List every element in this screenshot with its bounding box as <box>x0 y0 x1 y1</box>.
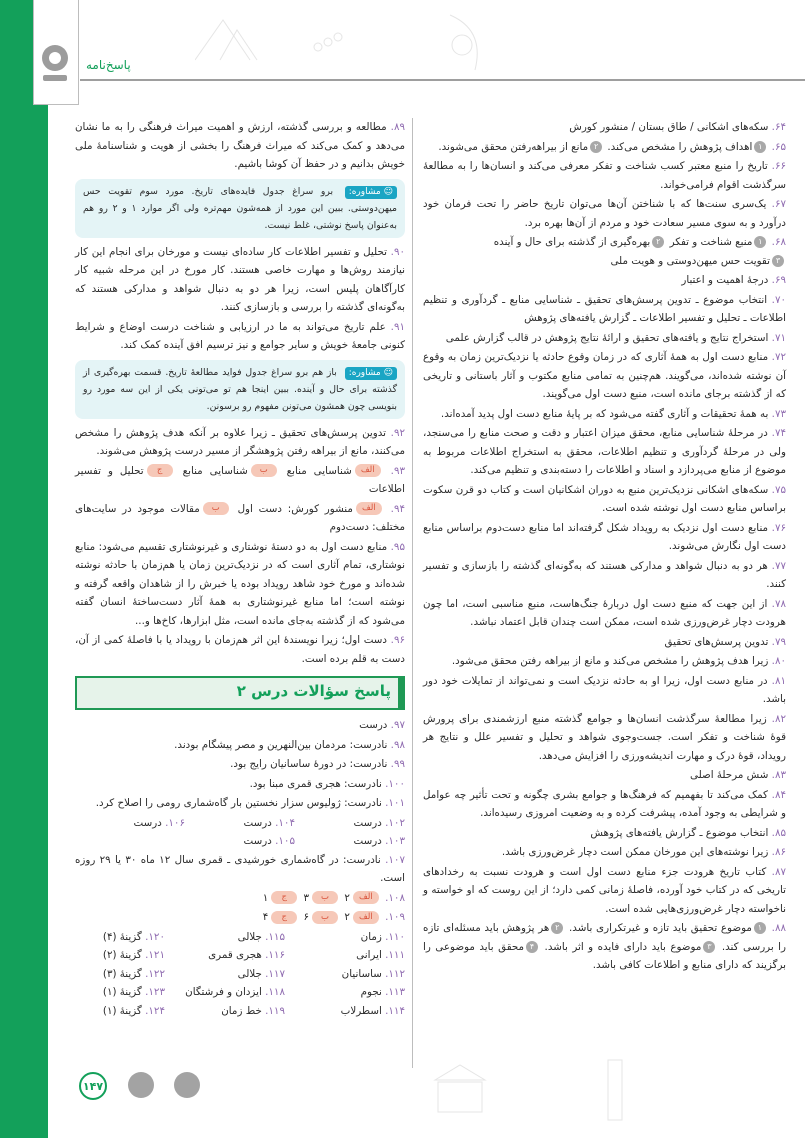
short-answer-row: ۱۱۲. ساسانیان ۱۱۷. جلالی ۱۲۲. گزینهٔ (۳) <box>102 967 405 980</box>
choice-chip-jim: ج <box>147 464 173 477</box>
number-circle-icon: ۱ <box>754 922 766 934</box>
answer-64: ۶۴. سکه‌های اشکانی / طاق بستان / منشور کورش <box>569 121 786 133</box>
short-answer-row: ۱۱۱. ایرانی ۱۱۶. هجری قمری ۱۲۱. گزینهٔ (۲) <box>102 949 405 961</box>
answer-68: ۶۸. ۱منبع شناخت و تفکر ۲بهره‌گیری از گذشته برای حال و آینده ۳تقویت حس میهن‌دوستی و هویت ملی <box>493 236 786 267</box>
answer-83: ۸۳. شش مرحلهٔ اصلی <box>689 769 786 781</box>
column-pillar-decoration-icon <box>600 1055 630 1125</box>
answer-99: ۹۹. نادرست: در دورهٔ ساسانیان رایج بود. <box>230 758 405 770</box>
choice-chip-alef: الف <box>355 464 381 477</box>
number-circle-icon: ۲ <box>590 141 602 153</box>
short-answer-row: ۱۱۰. زمان ۱۱۵. جلالی ۱۲۰. گزینهٔ (۴) <box>102 930 405 943</box>
answer-101: ۱۰۱. نادرست: ژولیوس سزار نخستین بار گاه‌شماری رومی را اصلاح کرد. <box>95 797 405 809</box>
section-heading: پاسخ سؤالات درس ۲ <box>75 676 405 710</box>
answer-73: ۷۳. به همهٔ تحقیقات و آثاری گفته می‌شود که بر پایهٔ منابع دست اول پدید آمده‌اند. <box>440 407 786 420</box>
page-number: ۱۴۷ <box>79 1072 107 1100</box>
right-column <box>423 118 786 976</box>
answer-81: ۸۱. در منابع دست اول، زیرا او به حادثه نزدیک است و نمی‌تواند از تمایلات خود دور باشد. <box>423 674 786 705</box>
advisor-icon: ☺ <box>380 186 393 197</box>
number-circle-icon: ۲ <box>551 922 563 934</box>
answer-95: ۹۵. منابع دست اول به دو دستهٔ نوشتاری و غیرنوشتاری تقسیم می‌شود: منابع نوشتاری، تمام آثاری است که در نزدیک‌ترین زمان یا هم‌زمان با حادثه نوشته شده‌اند و مورخ خود شاهد رویداد بوده یا خبرش را از شاهدان واقعه گرفته و نوشته است؛ اما منابع غیرنوشتاری به همهٔ آثار دست‌ساختهٔ انسان گفته می‌شود که از گذشته به‌جای مانده است، مثل ابزارها، کاخ‌ها و... <box>75 540 405 627</box>
answer-91: ۹۱. علم تاریخ می‌تواند به ما در ارزیابی و شناخت درست اوضاع و شرایط کنونی جامعهٔ خویش و سایر جوامع و نیز ترسیم افق آینده کمک کند. <box>75 320 405 351</box>
advisor-hint-box: ☺ مشاوره: برو سراغ جدول فایده‌های تاریخ. مورد سوم تقویت حس میهن‌دوستی. ببین این مورد از همه‌شون مهم‌تره ولی اگر موارد ۱ و ۲ رو هم به‌عنوان پاسخ نوشتی، غلط نیست. <box>75 179 405 238</box>
choice-chip-alef: الف <box>356 502 382 515</box>
number-circle-icon: ۱ <box>754 236 766 248</box>
answer-79: ۷۹. تدوین پرسش‌های تحقیق <box>664 635 786 648</box>
answer-82: ۸۲. زیرا مطالعهٔ سرگذشت انسان‌ها و جوامع گذشته منبع ارزشمندی برای پرورش قوهٔ شناخت و تفکر است. جست‌وجوی شواهد و تحلیل و تفسیر علل و نتایج هر رویداد، قوهٔ درک و مهارت اندیشه‌ورزی را افزایش می‌دهد. <box>423 712 786 762</box>
choice-chip-be: ب <box>312 911 338 924</box>
answer-97: ۹۷. درست <box>359 719 405 731</box>
publisher-logo-icon <box>40 45 70 95</box>
answer-90: ۹۰. تحلیل و تفسیر اطلاعات کار ساده‌ای نیست و مورخان برای انجام این کار نیازمند روش‌ها و مهارت خاصی هستند. کار مورخ در این مرحله شبیه کار کارآگاهان پلیس است، زیرا هر دو به دنبال شواهد و مدارکی هستند که به‌گونه‌ای گذشته را بررسی و بازسازی کنند. <box>75 245 405 313</box>
answer-75: ۷۵. سکه‌های اشکانی نزدیک‌ترین منبع به دوران اشکانیان است و کتاب دو قرن سکوت براساس منابع دست اول نوشته شده است. <box>423 483 786 514</box>
astrolabe-decoration-icon <box>440 10 490 75</box>
answer-89: ۸۹. مطالعه و بررسی گذشته، ارزش و اهمیت میراث فرهنگی را به ما نشان می‌دهد و کمک می‌کند که میراث فرهنگ را بخشی از هویت و شناسنامهٔ ملی خویش بدانیم و در حفظ آن کوشا باشیم. <box>75 121 405 170</box>
answer-94: ۹۴. الفمنشور کورش: دست اول بمقالات موجود در سایت‌های مختلف: دست‌دوم <box>75 502 405 533</box>
choice-chip-alef: الف <box>353 891 379 904</box>
short-answer-row: ۱۱۳. نجوم ۱۱۸. ایزدان و فرشتگان ۱۲۳. گزینهٔ (۱) <box>102 986 405 998</box>
answer-107: ۱۰۷. نادرست: در گاه‌شماری خورشیدی ـ قمری سال ۱۲ ماه ۳۰ یا ۲۹ روزه است. <box>75 853 405 884</box>
answer-67: ۶۷. یک‌سری سنت‌ها که با شناختن آن‌ها می‌توان تاریخ حاضر را تحت فرمان خود درآورد و به سوی مسیر سعادت خود و مردم از آن‌ها بهره برد. <box>423 198 787 229</box>
answer-109: ۱۰۹. الف۲ ب۶ ج۴ <box>262 911 405 923</box>
answer-85: ۸۵. انتخاب موضوع ـ گزارش یافته‌های پژوهش <box>590 826 786 839</box>
number-circle-icon: ۳ <box>772 255 784 267</box>
number-circle-icon: ۲ <box>652 236 664 248</box>
choice-chip-jim: ج <box>271 891 297 904</box>
short-answer-row: ۱۱۴. اسطرلاب ۱۱۹. خط زمان ۱۲۴. گزینهٔ (۱) <box>102 1004 405 1017</box>
answer-88: ۸۸. ۱موضوع تحقیق باید تازه و غیرتکراری باشد. ۲هر پژوهش باید مسئله‌ای تازه را بررسی کند. ۳موضوع باید دارای فایده و اثر باشد. ۴محقق باید موضوعی را برگزیند که دارای منابع و اطلاعات کافی باشد. <box>423 922 787 971</box>
true-false-row: ۱۰۳. درست ۱۰۵. درست <box>243 835 405 847</box>
answer-96: ۹۶. دست اول؛ زیرا نویسندهٔ این اثر هم‌زمان با رویداد یا با فاصلهٔ کمی از آن، دست به قلم برده است. <box>75 634 405 665</box>
number-circle-icon: ۱ <box>754 141 766 153</box>
answer-84: ۸۴. کمک می‌کند تا بفهمیم که فرهنگ‌ها و جوامع بشری چگونه و تحت تأثیر چه عوامل و شرایطی به وجود آمده، پیشرفت کرده و به وضعیت امروزی رسیده‌اند. <box>423 788 786 819</box>
answer-65: ۶۵. ۱اهداف پژوهش را مشخص می‌کند. ۲مانع از بیراهه‌رفتن محقق می‌شوند. <box>438 140 786 153</box>
grey-circle-decoration-icon <box>128 1072 154 1098</box>
choice-chip-jim: ج <box>271 911 297 924</box>
answer-78: ۷۸. از این جهت که منبع دست اول دربارهٔ جنگ‌هاست، منبع مناسبی است، اما چون هرودت دچار غرض‌ورزی شده است، ممکن است چندان قابل اعتماد نباشد. <box>423 597 786 628</box>
answer-77: ۷۷. هر دو به دنبال شواهد و مدارکی هستند که به‌گونه‌ای گذشته را بازسازی و تفسیر کنند. <box>423 559 787 590</box>
answer-86: ۸۶. زیرا نوشته‌های این مورخان ممکن است دچار غرض‌ورزی باشد. <box>501 846 786 858</box>
number-circle-icon: ۴ <box>526 941 538 953</box>
advisor-label: ☺ مشاوره: <box>345 186 397 199</box>
left-column <box>75 118 405 1020</box>
answer-66: ۶۶. تاریخ را منبع معتبر کسب شناخت و تفکر معرفی می‌کند و انسان‌ها را به مطالعهٔ سرگذشت اقوام فرامی‌خواند. <box>423 160 786 191</box>
grey-circle-decoration-icon <box>174 1072 200 1098</box>
answer-108: ۱۰۸. الف۲ ب۳ ج۱ <box>262 891 405 904</box>
answer-100: ۱۰۰. نادرست: هجری قمری مبنا بود. <box>249 777 405 790</box>
answer-98: ۹۸. نادرست: مردمان بین‌النهرین و مصر پیشگام بودند. <box>174 738 405 751</box>
true-false-row: ۱۰۲. درست ۱۰۴. درست ۱۰۶. درست <box>133 816 405 829</box>
answer-76: ۷۶. منابع دست اول نزدیک به رویداد شکل گرفته‌اند اما منابع دست‌دوم براساس منابع دست اول نگارش می‌شوند. <box>423 521 787 552</box>
coins-decoration-icon <box>310 25 350 55</box>
answer-72: ۷۲. منابع دست اول به همهٔ آثاری که در زمان وقوع حادثه یا نزدیک‌ترین زمان به وقوع آن نوشته شده‌اند، می‌گویند. هم‌چنین به تمامی منابع مکتوب و آثار باستانی و تاریخی که از گذشته برجای مانده است، منبع دست اول می‌گویند. <box>423 351 786 400</box>
answer-69: ۶۹. درجهٔ اهمیت و اعتبار <box>681 274 786 286</box>
answer-74: ۷۴. در مرحلهٔ شناسایی منابع، محقق میزان اعتبار و دقت و صحت منابع را می‌سنجد، ولی در مرحلهٔ گردآوری و تنظیم اطلاعات، محقق به استخراج اطلاعات مربوط به موضوع از منابع می‌پردازد و اسناد و اطلاعات را دسته‌بندی و تنظیم می‌کند. <box>423 427 786 476</box>
choice-chip-alef: الف <box>353 911 379 924</box>
answer-71: ۷۱. استخراج نتایج و یافته‌های تحقیق و ارائهٔ نتایج پژوهش در قالب گزارش علمی <box>445 331 786 344</box>
answer-80: ۸۰. زیرا هدف پژوهش را مشخص می‌کند و مانع از بیراهه رفتن محقق می‌شود. <box>451 655 786 667</box>
column-divider <box>412 118 413 1068</box>
green-side-band <box>0 0 48 1138</box>
pyramids-decoration-icon <box>195 15 265 65</box>
header-title: پاسخ‌نامه <box>86 58 131 72</box>
advisor-hint-box: ☺ مشاوره: باز هم برو سراغ جدول فواید مطالعهٔ تاریخ. قسمت بهره‌گیری از گذشته برای حال و آینده. ببین اینجا هم تو می‌تونی یکی از این سه مورد رو بنویسی چون همشون می‌تونن مفهوم رو برسونن. <box>75 360 405 419</box>
choice-chip-be: ب <box>203 502 229 515</box>
answer-87: ۸۷. کتاب تاریخ هرودت جزء منابع دست اول است و هرودت نسبت به رخدادهای تاریخی که در کتاب خود آورده، فاصلهٔ زمانی کمی دارد؛ از این روست که او خواسته و ناخواسته دچار غرض‌ورزی‌هایی شده است. <box>423 865 786 915</box>
header-divider <box>80 79 805 81</box>
answer-70: ۷۰. انتخاب موضوع ـ تدوین پرسش‌های تحقیق ـ شناسایی منابع ـ گردآوری و تنظیم اطلاعات ـ تحلیل و تفسیر اطلاعات ـ گزارش یافته‌های پژوهش <box>423 293 786 324</box>
choice-chip-be: ب <box>312 891 338 904</box>
temple-decoration-icon <box>430 1060 490 1120</box>
choice-chip-be: ب <box>251 464 277 477</box>
answer-93: ۹۳. الفشناسایی منابع بشناسایی منابع جتحلیل و تفسیر اطلاعات <box>75 464 405 495</box>
answer-92: ۹۲. تدوین پرسش‌های تحقیق ـ زیرا علاوه بر آنکه هدف پژوهش را مشخص می‌کنند، مانع از بیراهه رفتن پژوهشگر از مسیر درست پژوهش می‌شوند. <box>75 426 405 457</box>
number-circle-icon: ۳ <box>703 941 715 953</box>
advisor-label: ☺ مشاوره: <box>345 367 397 380</box>
advisor-icon: ☺ <box>380 367 393 378</box>
